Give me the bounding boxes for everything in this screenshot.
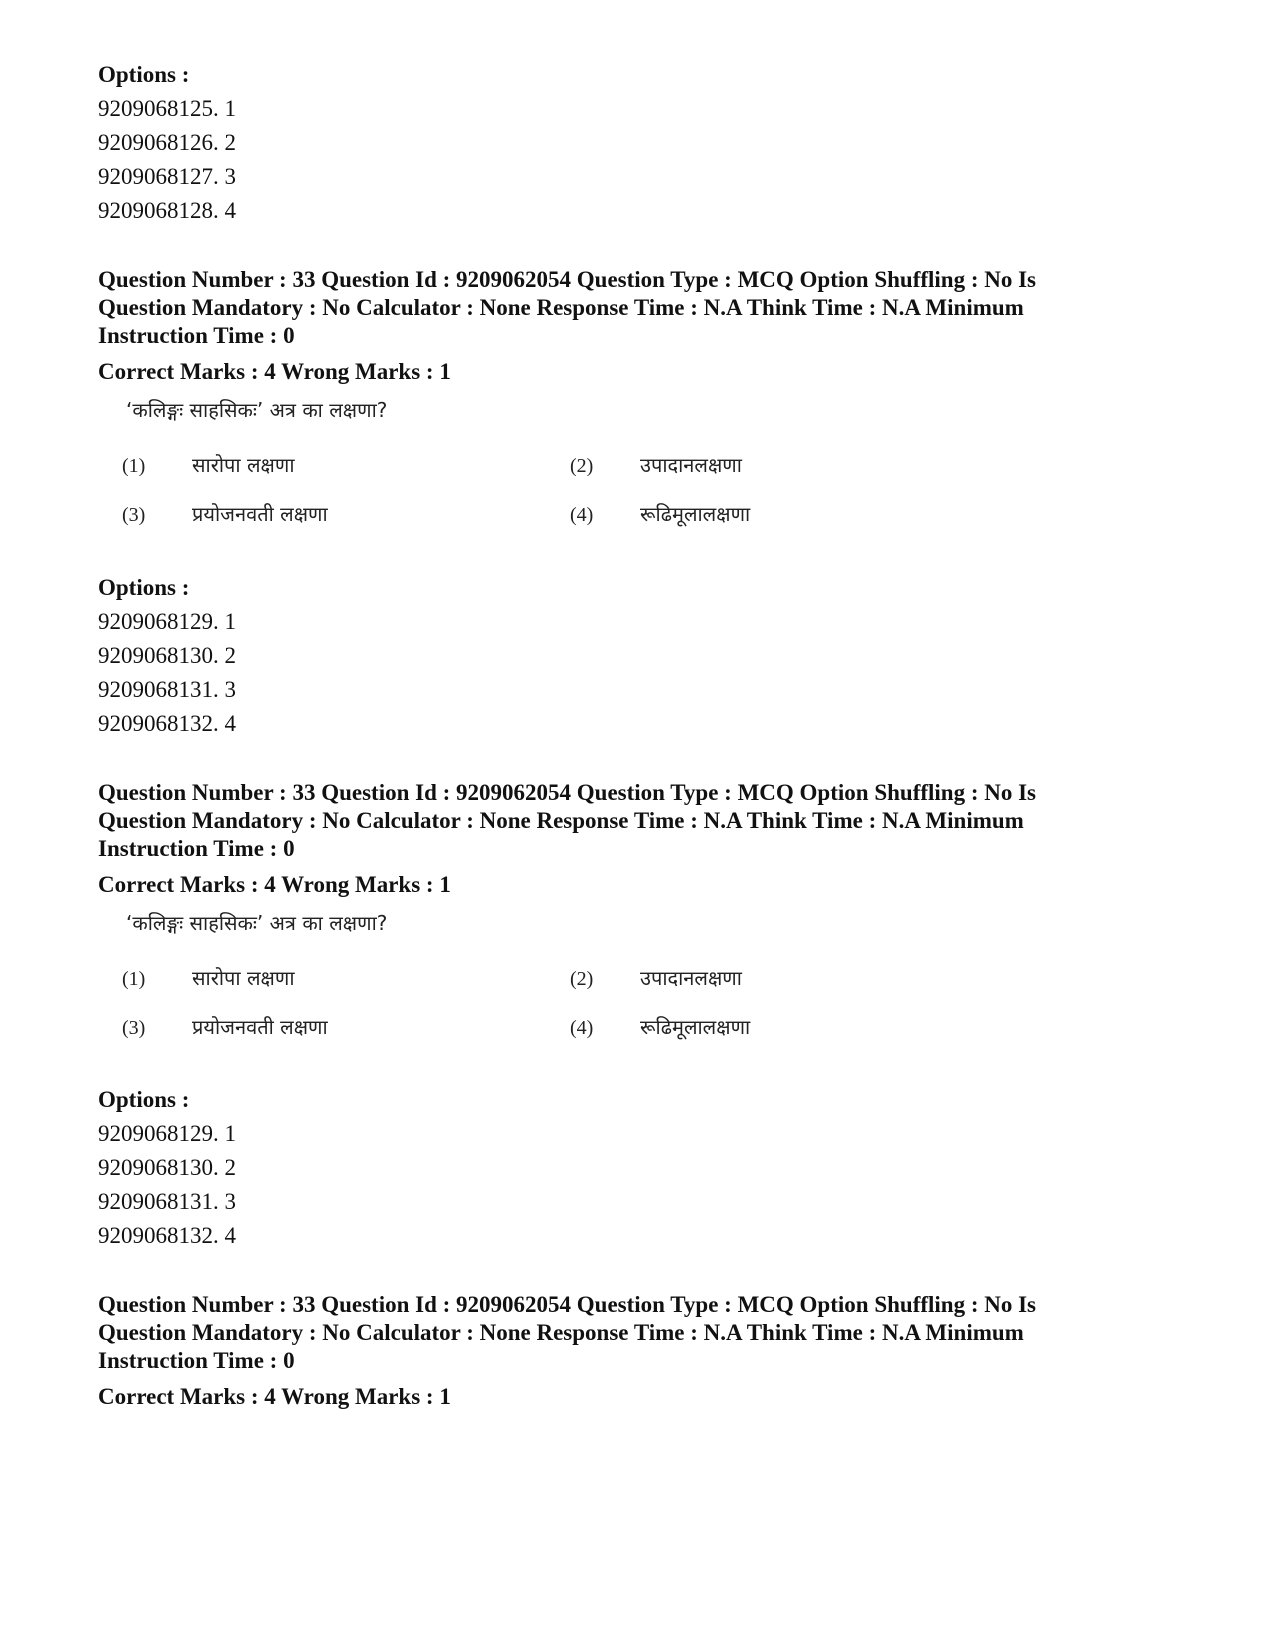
option-line: 9209068132. 4 — [98, 1223, 236, 1248]
option-line: 9209068129. 1 — [98, 1121, 236, 1146]
choice-text: उपादानलक्षणा — [640, 966, 742, 990]
choice-number: (2) — [570, 968, 594, 990]
question-meta-line: Question Mandatory : No Calculator : None Response Time : N.A Think Time : N.A Minimum — [98, 295, 1024, 320]
choice-text: रूढिमूलालक्षणा — [640, 1015, 751, 1039]
choice-number: (2) — [570, 455, 594, 477]
marks-line: Correct Marks : 4 Wrong Marks : 1 — [98, 872, 451, 897]
question-meta-line: Instruction Time : 0 — [98, 836, 295, 861]
option-line: 9209068132. 4 — [98, 711, 236, 736]
options-block-top — [98, 58, 1178, 228]
options-heading: Options : — [98, 575, 190, 600]
question-header — [98, 266, 1178, 386]
question-meta-line: Question Number : 33 Question Id : 9209062054 Question Type : MCQ Option Shuffling : No Is — [98, 267, 1037, 292]
options-heading: Options : — [98, 1087, 190, 1112]
question-choice — [570, 964, 742, 993]
choice-text: प्रयोजनवती लक्षणा — [192, 1015, 328, 1039]
choice-number: (1) — [122, 455, 146, 477]
option-line: 9209068130. 2 — [98, 643, 236, 668]
question-choice — [122, 1013, 328, 1042]
question-meta-line: Question Mandatory : No Calculator : None Response Time : N.A Think Time : N.A Minimum — [98, 808, 1024, 833]
choice-text: रूढिमूलालक्षणा — [640, 502, 751, 526]
choice-number: (3) — [122, 504, 146, 526]
choice-text: प्रयोजनवती लक्षणा — [192, 502, 328, 526]
options-heading: Options : — [98, 62, 190, 87]
choice-number: (4) — [570, 504, 594, 526]
question-meta-line: Instruction Time : 0 — [98, 323, 295, 348]
choice-number: (3) — [122, 1017, 146, 1039]
options-block — [98, 571, 1178, 741]
question-choice — [570, 500, 750, 529]
option-line: 9209068125. 1 — [98, 96, 236, 121]
question-header — [98, 779, 1178, 899]
choice-text: सारोपा लक्षणा — [192, 966, 295, 990]
question-header — [98, 1291, 1178, 1411]
option-line: 9209068131. 3 — [98, 1189, 236, 1214]
question-choice — [122, 500, 328, 529]
choice-number: (4) — [570, 1017, 594, 1039]
question-image — [122, 396, 782, 526]
question-meta-line: Question Number : 33 Question Id : 9209062054 Question Type : MCQ Option Shuffling : No Is — [98, 780, 1037, 805]
question-stem: ‘कलिङ्गः साहसिकः’ अत्र का लक्षणा? — [126, 398, 388, 422]
option-line: 9209068126. 2 — [98, 130, 236, 155]
question-meta-line: Question Mandatory : No Calculator : None Response Time : N.A Think Time : N.A Minimum — [98, 1320, 1024, 1345]
marks-line: Correct Marks : 4 Wrong Marks : 1 — [98, 359, 451, 384]
choice-text: सारोपा लक्षणा — [192, 453, 295, 477]
question-stem: ‘कलिङ्गः साहसिकः’ अत्र का लक्षणा? — [126, 911, 388, 935]
question-meta-line: Instruction Time : 0 — [98, 1348, 295, 1373]
option-line: 9209068128. 4 — [98, 198, 236, 223]
question-choice — [122, 451, 295, 480]
question-meta-line: Question Number : 33 Question Id : 9209062054 Question Type : MCQ Option Shuffling : No Is — [98, 1292, 1037, 1317]
option-line: 9209068130. 2 — [98, 1155, 236, 1180]
question-choice — [570, 1013, 750, 1042]
option-line: 9209068129. 1 — [98, 609, 236, 634]
question-choice — [570, 451, 742, 480]
choice-number: (1) — [122, 968, 146, 990]
question-choice — [122, 964, 295, 993]
option-line: 9209068131. 3 — [98, 677, 236, 702]
options-block — [98, 1083, 1178, 1253]
option-line: 9209068127. 3 — [98, 164, 236, 189]
choice-text: उपादानलक्षणा — [640, 453, 742, 477]
marks-line: Correct Marks : 4 Wrong Marks : 1 — [98, 1384, 451, 1409]
question-image — [122, 909, 782, 1039]
